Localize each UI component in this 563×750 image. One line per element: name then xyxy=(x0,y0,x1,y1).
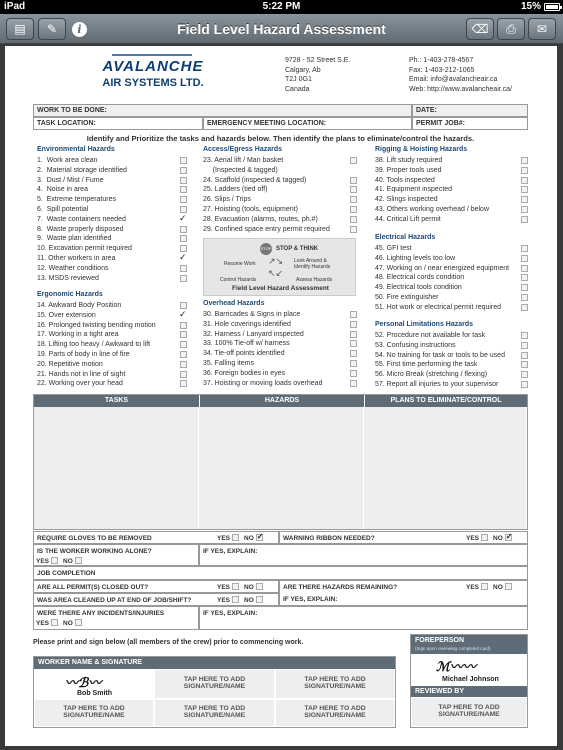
list-item: 33. 100% Tie-off w/ harness xyxy=(203,339,357,349)
list-item: 26. Slips / Trips xyxy=(203,195,357,205)
checkbox[interactable] xyxy=(521,284,528,291)
list-item: 17. Working in a tight area xyxy=(37,330,187,340)
list-item: 29. Confined space entry permit required xyxy=(203,225,357,235)
checkbox[interactable] xyxy=(521,371,528,378)
mail-button[interactable] xyxy=(528,18,556,40)
add-reviewer-signature-button[interactable]: TAP HERE TO ADD SIGNATURE/NAME xyxy=(411,697,527,727)
list-item: 52. Procedure not available for task xyxy=(375,331,528,341)
checkbox[interactable] xyxy=(180,302,187,309)
list-item: 34. Tie-off points identified xyxy=(203,349,357,359)
add-signature-button[interactable]: TAP HERE TO ADD SIGNATURE/NAME xyxy=(154,669,275,699)
electrical-section: Electrical Hazards 45. GFI test 46. Lighting levels too low 47. Working on / near energized equipment 48. Electrical cords condition 49. Electrical tools condition 50. Fire extinguisher 51. Hot work or electrical permit required xyxy=(375,234,528,313)
plans-header: PLANS TO ELIMINATE/CONTROL xyxy=(364,395,527,407)
stop-sign-icon: STOP xyxy=(260,243,272,255)
checkbox[interactable] xyxy=(521,342,528,349)
checkbox[interactable] xyxy=(521,167,528,174)
signature-scribble: 〰ℬ〰 xyxy=(65,676,102,691)
list-item: 2. Material storage identified xyxy=(37,166,187,176)
instructions: Identify and Prioritize the tasks and hazards below. Then identify the plans to eliminate/control the hazards. xyxy=(86,134,475,143)
tasks-table xyxy=(33,394,528,530)
date-field[interactable]: DATE: xyxy=(412,104,528,117)
checkbox[interactable] xyxy=(350,350,357,357)
arrow-icon: ↖↙ xyxy=(268,268,284,278)
checkbox[interactable] xyxy=(350,360,357,367)
overhead-section: Overhead Hazards 30. Barricades & Signs in place 31. Hole coverings identified 32. Harness / Lanyard inspected 33. 100% Tie-off w/ harness 34. Tie-off points identified 35. Falling items 36. Foreign bodies in eyes 37. Hoisting or moving loads overhead xyxy=(203,300,357,388)
hazards-header: HAZARDS xyxy=(199,395,364,407)
checkbox[interactable] xyxy=(521,245,528,252)
list-item: 49. Electrical tools condition xyxy=(375,283,528,293)
list-item: 46. Lighting levels too low xyxy=(375,254,528,264)
battery-percent: 15% xyxy=(520,1,541,12)
emergency-location-field[interactable]: EMERGENCY MEETING LOCATION: xyxy=(203,117,412,130)
rigging-section: Rigging & Hoisting Hazards 38. Lift study required 39. Proper tools used 40. Tools inspected 41. Equipment inspected 42. Slings inspected 43. Others working overhead / below 44. Critical Lift permit xyxy=(375,146,528,225)
list-item: 10. Excavation permit required xyxy=(37,244,187,254)
clock: 5:22 PM xyxy=(262,1,301,12)
clear-button[interactable] xyxy=(466,18,494,40)
list-item: 37. Hoisting or moving loads overhead xyxy=(203,379,357,389)
signature-scribble: ℳ〰〰 xyxy=(436,660,476,675)
checkbox[interactable] xyxy=(350,380,357,387)
battery-icon xyxy=(544,3,560,11)
alone-explain-field[interactable]: IF YES, EXPLAIN: xyxy=(199,544,528,566)
print-button[interactable] xyxy=(497,18,525,40)
add-signature-button[interactable]: TAP HERE TO ADD SIGNATURE/NAME xyxy=(34,699,154,727)
list-item: 4. Noise in area xyxy=(37,185,187,195)
remaining-yes-no[interactable]: YES NO xyxy=(466,583,517,591)
checkbox[interactable] xyxy=(180,265,187,272)
list-item: 16. Prolonged twisting bending motion xyxy=(37,321,187,331)
checkbox[interactable] xyxy=(350,340,357,347)
checkbox[interactable] xyxy=(350,216,357,223)
tasks-cell[interactable] xyxy=(34,407,199,529)
list-item: 28. Evacuation (alarms, routes, ph.#) xyxy=(203,215,357,225)
checkbox[interactable] xyxy=(180,206,187,213)
checkbox[interactable] xyxy=(180,177,187,184)
list-item: 45. GFI test xyxy=(375,244,528,254)
stop-and-think-diagram: STOP STOP & THINK Resume Work Look Around & Identify Hazards Control Hazards Assess Hazards ↗↘ ↖↙ Field Level Hazard Assessment xyxy=(203,238,356,296)
list-item: 8. Waste properly disposed xyxy=(37,225,187,235)
checkbox[interactable] xyxy=(521,216,528,223)
status-bar xyxy=(0,0,563,14)
environmental-section: Environmental Hazards 1. Work area clean 2. Material storage identified 3. Dust / Mist / Fume 4. Noise in area 5. Extreme temperatures 6. Spill potential 7. Waste containers needed ✓ 8. Waste properly disposed 9. Waste plan identified 10. Excavation permit required 11. Other workers in area ✓ 12. Weather conditions 13. MSDS reviewed xyxy=(37,146,187,282)
list-item: 7. Waste containers needed ✓ xyxy=(37,212,187,223)
list-item: 25. Ladders (tied off) xyxy=(203,185,357,195)
pencil-icon: ✎ xyxy=(46,22,58,36)
task-location-field[interactable]: TASK LOCATION: xyxy=(33,117,203,130)
hazards-remaining-row: ARE THERE HAZARDS REMAINING? IF YES, EXPLAIN: xyxy=(279,580,528,606)
cleaned-yes-no[interactable]: YES NO xyxy=(217,596,268,604)
printer-icon: ⎙ xyxy=(506,22,516,36)
checkbox[interactable] xyxy=(521,177,528,184)
list-item: 41. Equipment inspected xyxy=(375,185,528,195)
list-item: 9. Waste plan identified xyxy=(37,234,187,244)
print-note: Please print and sign below (all members of the crew) prior to commencing work. xyxy=(33,639,304,646)
checkbox[interactable] xyxy=(521,157,528,164)
checkbox[interactable] xyxy=(521,332,528,339)
checkbox[interactable] xyxy=(350,196,357,203)
work-field[interactable]: WORK TO BE DONE: xyxy=(33,104,412,117)
ergonomic-section: Ergonomic Hazards 14. Awkward Body Position 15. Over extension ✓ 16. Prolonged twisting bending motion 17. Working in a tight area 18. Lifting too heavy / Awkward to lift 19. Parts of body in line of fire 20. Repetitive motion 21. Hands not in line of sight 22. Working over your head xyxy=(37,291,187,388)
list-item: 14. Awkward Body Position xyxy=(37,301,187,311)
worker-signature-1[interactable]: 〰ℬ〰 Bob Smith xyxy=(34,669,154,699)
checkbox[interactable] xyxy=(521,255,528,262)
checkbox[interactable] xyxy=(180,186,187,193)
list-item: 22. Working over your head xyxy=(37,379,187,389)
checkbox[interactable] xyxy=(521,352,528,359)
add-signature-button[interactable]: TAP HERE TO ADD SIGNATURE/NAME xyxy=(154,699,275,727)
checkbox[interactable] xyxy=(180,351,187,358)
permit-field[interactable]: PERMIT JOB#: xyxy=(412,117,528,130)
list-item: 19. Parts of body in line of fire xyxy=(37,350,187,360)
list-item: 3. Dust / Mist / Fume xyxy=(37,176,187,186)
info-icon[interactable]: i xyxy=(72,22,87,37)
list-item: 51. Hot work or electrical permit required xyxy=(375,303,528,313)
check-icon[interactable]: ✓ xyxy=(179,212,187,223)
list-item: 42. Slings inspected xyxy=(375,195,528,205)
hazards-cell[interactable] xyxy=(199,407,364,529)
incidents-explain-field[interactable]: IF YES, EXPLAIN: xyxy=(199,606,528,630)
checkbox[interactable] xyxy=(180,331,187,338)
list-item: 15. Over extension ✓ xyxy=(37,308,187,319)
list-item: 6. Spill potential xyxy=(37,205,187,215)
checkbox[interactable] xyxy=(521,294,528,301)
list-item: 47. Working on / near energized equipment xyxy=(375,264,528,274)
checkbox[interactable] xyxy=(521,265,528,272)
scrollbar[interactable] xyxy=(557,46,563,746)
add-signature-button[interactable]: TAP HERE TO ADD SIGNATURE/NAME xyxy=(275,669,395,699)
gloves-row: REQUIRE GLOVES TO BE REMOVED xyxy=(33,531,279,544)
broom-icon: ⌫ xyxy=(471,22,489,36)
checkbox[interactable] xyxy=(180,371,187,378)
list-item: 21. Hands not in line of sight xyxy=(37,370,187,380)
checkbox[interactable] xyxy=(180,196,187,203)
check-icon[interactable]: ✓ xyxy=(179,308,187,319)
incidents-row: WERE THERE ANY INCIDENTS/INJURIES xyxy=(33,606,199,630)
checkbox[interactable] xyxy=(180,341,187,348)
gloves-yes-no[interactable]: YES NO✓ xyxy=(217,534,268,542)
add-signature-button[interactable]: TAP HERE TO ADD SIGNATURE/NAME xyxy=(275,699,395,727)
checkbox[interactable] xyxy=(180,361,187,368)
checkbox[interactable] xyxy=(180,322,187,329)
incidents-yes-no[interactable]: YES NO xyxy=(36,619,87,627)
checkbox[interactable] xyxy=(350,177,357,184)
documents-icon: ▤ xyxy=(14,22,26,36)
list-item: 57. Report all injuries to your supervisor xyxy=(375,380,528,390)
page-title: Field Level Hazard Assessment xyxy=(177,21,386,37)
checkbox[interactable] xyxy=(350,226,357,233)
checkbox[interactable] xyxy=(350,370,357,377)
list-item: 38. Lift study required xyxy=(375,156,528,166)
checkbox[interactable] xyxy=(521,304,528,311)
list-item: 27. Hoisting (tools, equipment) xyxy=(203,205,357,215)
company-contact: Ph.: 1-403-278-4567 Fax: 1-403-212-1065 Email: info@avalancheair.ca Web: http://www.avalancheair.ca/ xyxy=(409,57,512,93)
alone-row: IS THE WORKER WORKING ALONE? xyxy=(33,544,199,566)
permits-row: ARE ALL PERMIT(S) CLOSED OUT? xyxy=(33,580,279,593)
arrow-icon: ↗↘ xyxy=(268,256,284,266)
checkbox[interactable] xyxy=(521,381,528,388)
alone-yes-no[interactable]: YES NO xyxy=(36,557,87,565)
checkbox[interactable] xyxy=(350,186,357,193)
list-item: 32. Harness / Lanyard inspected xyxy=(203,330,357,340)
list-item: 20. Repetitive motion xyxy=(37,360,187,370)
list-item: 1. Work area clean xyxy=(37,156,187,166)
checkbox[interactable] xyxy=(521,274,528,281)
list-item: 24. Scaffold (inspected & tagged) xyxy=(203,176,357,186)
company-address: 9728 - 52 Street S.E. Calgary, Ab T2J 0G1 Canada xyxy=(285,57,351,93)
device-name: iPad xyxy=(4,1,26,12)
personal-limitations-section: Personal Limitations Hazards 52. Procedure not available for task 53. Confusing instructions 54. No training for task or tools to be used 55. First time performing the task 56. Micro Break (stretching / flexing) 57. Report all injuries to your supervisor xyxy=(375,321,528,390)
foreperson-box: FOREPERSON (Sign upon reviewing completed card) ℳ〰〰 Michael Johnson REVIEWED BY TAP HERE TO ADD SIGNATURE/NAME xyxy=(410,634,528,728)
list-item: 36. Foreign bodies in eyes xyxy=(203,369,357,379)
list-item: 35. Falling items xyxy=(203,359,357,369)
list-item: 5. Extreme temperatures xyxy=(37,195,187,205)
checkbox[interactable] xyxy=(521,361,528,368)
checkbox[interactable] xyxy=(350,321,357,328)
list-item: 12. Weather conditions xyxy=(37,264,187,274)
list-item: 53. Confusing instructions xyxy=(375,341,528,351)
list-item: 48. Electrical cords condition xyxy=(375,273,528,283)
plans-cell[interactable] xyxy=(364,407,527,529)
list-item: 54. No training for task or tools to be used xyxy=(375,351,528,361)
list-item: 39. Proper tools used xyxy=(375,166,528,176)
list-item: 31. Hole coverings identified xyxy=(203,320,357,330)
checkbox[interactable] xyxy=(180,226,187,233)
list-item: 13. MSDS reviewed xyxy=(37,274,187,284)
checkbox[interactable] xyxy=(180,167,187,174)
list-item: 30. Barricades & Signs in place xyxy=(203,310,357,320)
list-item: 11. Other workers in area ✓ xyxy=(37,251,187,262)
mail-icon: ✉ xyxy=(536,22,548,36)
foreperson-signature[interactable]: ℳ〰〰 Michael Johnson xyxy=(411,654,527,686)
list-item: 50. Fire extinguisher xyxy=(375,293,528,303)
checkbox[interactable] xyxy=(521,186,528,193)
checkbox[interactable] xyxy=(350,331,357,338)
tasks-header: TASKS xyxy=(34,395,199,407)
list-item: 56. Micro Break (stretching / flexing) xyxy=(375,370,528,380)
navigation-bar xyxy=(0,14,563,44)
checkbox[interactable] xyxy=(180,275,187,282)
list-item: 43. Others working overhead / below xyxy=(375,205,528,215)
checkbox[interactable] xyxy=(180,235,187,242)
ribbon-row: WARNING RIBBON NEEDED? xyxy=(279,531,528,544)
list-item: 44. Critical Lift permit xyxy=(375,215,528,225)
permits-yes-no[interactable]: YES NO xyxy=(217,583,268,591)
checkbox[interactable] xyxy=(350,157,357,164)
checkbox[interactable] xyxy=(350,311,357,318)
worker-signature-box: WORKER NAME & SIGNATURE 〰ℬ〰 Bob Smith TAP HERE TO ADD SIGNATURE/NAME TAP HERE TO ADD SIGNATURE/NAME TAP HERE TO ADD SIGNATURE/NAME TAP HERE TO ADD SIGNATURE/NAME TAP HERE TO ADD SIGNATURE/NAME xyxy=(33,656,396,728)
list-item: (Inspected & tagged) xyxy=(203,166,278,174)
list-item: 23. Aerial lift / Man basket xyxy=(203,156,357,166)
job-completion-header: JOB COMPLETION xyxy=(33,566,528,580)
check-icon[interactable]: ✓ xyxy=(179,251,187,262)
checkbox[interactable] xyxy=(521,206,528,213)
access-egress-section: Access/Egress Hazards 23. Aerial lift / Man basket (Inspected & tagged) 24. Scaffold (inspected & tagged) 25. Ladders (tied off) 26. Slips / Trips 27. Hoisting (tools, equipment) 28. Evacuation (alarms, routes, ph.#) 29. Confined space entry permit required xyxy=(203,146,357,234)
checkbox[interactable] xyxy=(180,380,187,387)
list-item: 55. First time performing the task xyxy=(375,360,528,370)
list-item: 18. Lifting too heavy / Awkward to lift xyxy=(37,340,187,350)
checkbox[interactable] xyxy=(350,206,357,213)
list-item: 40. Tools inspected xyxy=(375,176,528,186)
company-logo: AVALANCHE AIR SYSTEMS LTD. xyxy=(92,54,214,94)
checkbox[interactable] xyxy=(180,157,187,164)
cleaned-row: WAS AREA CLEANED UP AT END OF JOB/SHIFT? xyxy=(33,593,279,606)
checkbox[interactable] xyxy=(521,196,528,203)
ribbon-yes-no[interactable]: YES NO✓ xyxy=(466,534,517,542)
